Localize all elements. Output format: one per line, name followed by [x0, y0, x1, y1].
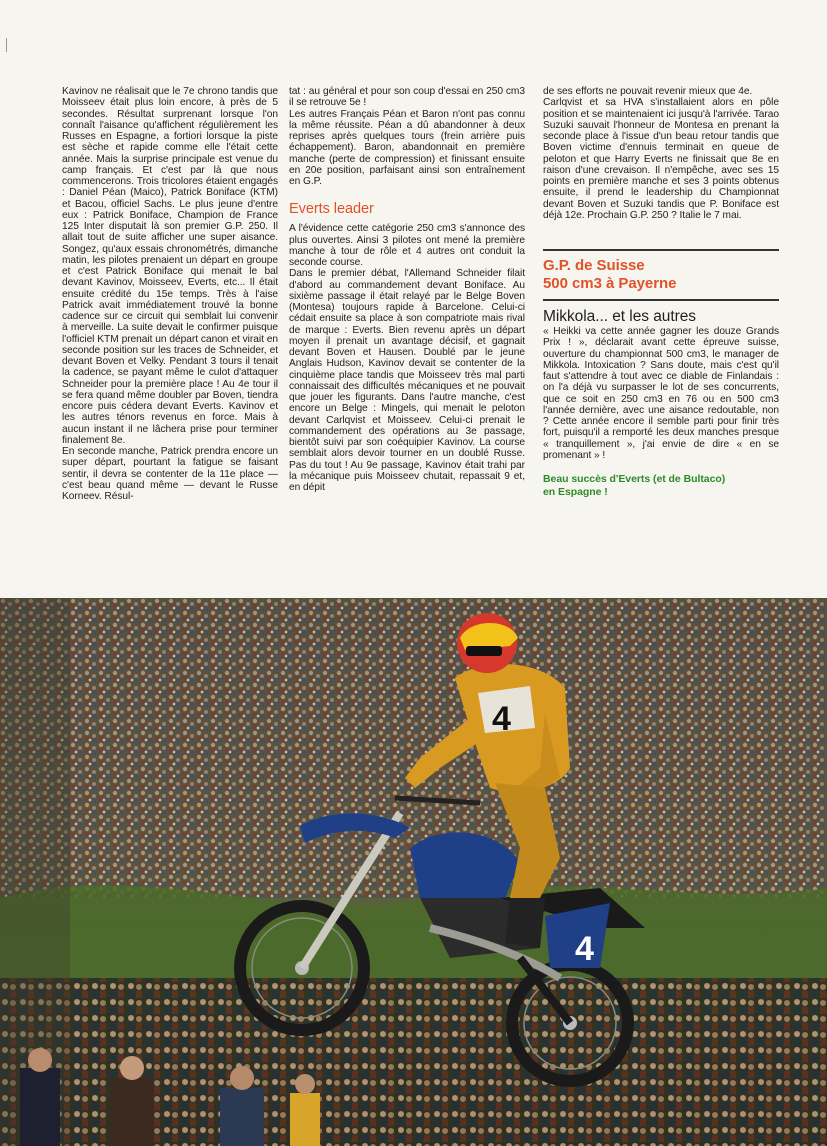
- gp-title-line-2: 500 cm3 à Payerne: [543, 275, 677, 292]
- rider-boot: [505, 898, 545, 948]
- col2-paragraph-3: A l'évidence cette catégorie 250 cm3 s'annonce des plus ouvertes. Ainsi 3 pilotes ont mené la première manche à tour de rôle et 4 autres ont conduit la seconde course.: [289, 223, 525, 268]
- article-column-2: [289, 86, 525, 493]
- article-column-3: [543, 86, 779, 498]
- everts-leader-subhead: Everts leader: [289, 201, 374, 218]
- spectator-1-head: [28, 1048, 52, 1072]
- spectator-2: [110, 1078, 154, 1146]
- spectator-2-head: [120, 1056, 144, 1080]
- photo-caption: [543, 473, 779, 498]
- margin-mark: [6, 38, 7, 52]
- spectator-4: [290, 1093, 320, 1146]
- motocross-photo: [0, 598, 827, 1146]
- goggles: [466, 646, 502, 656]
- col2-paragraph-1: tat : au général et pour son coup d'essai en 250 cm3 il se retrouve 5e !: [289, 86, 525, 109]
- col3-paragraph-2: Carlqvist et sa HVA s'installaient alors en pôle position et se maintenaient ici jusqu'à l'arrivée. Tarao Suzuki sauvait l'honneur de Montesa en prenant la seconde place à l'issue d'un beau retour tandis que Boven victime d'ennuis terminait en queue de peloton et que Harry Everts ne finissait que 8e en raison d'une crevaison. Il n'empêche, avec ses 15 points en première manche et ses 3 points obtenus ensuite, il prend le leadership du Championnat devant Boven et Suzuki tandis que P. Boniface est déjà 12e. Prochain G.P. 250 ? Italie le 7 mai.: [543, 97, 779, 221]
- spectator-1: [20, 1068, 60, 1146]
- spectator-3: [220, 1088, 264, 1146]
- col3-paragraph-1: de ses efforts ne pouvait revenir mieux que 4e.: [543, 86, 753, 97]
- col2-paragraph-2: Les autres Français Péan et Baron n'ont pas connu la même réussite. Péan a dû abandonner à deux reprises après quelques tours (frein arrière puis échappement). Baron, abandonnait en première manche (perte de compression) et finissant ensuite en 20e position, parfaisant ainsi son entraînement en G.P.: [289, 108, 525, 187]
- col3-paragraph-3: « Heikki va cette année gagner les douze Grands Prix ! », déclarait avant cette épreuve suisse, ouverture du championnat 500 cm3, le manager de Mikkola. Intoxication ? Sans doute, mais c'est qu'il faut s'attendre à tout avec ce diable de Finlandais : on l'a déjà vu surpasser le lot de ses concurrents, que ce soit en 250 cm3 en 76 ou en 500 cm3 l'année dernière, avec une aisance redoutable, non ? Cette année encore il semble parti pour finir très fort, puisqu'il a remporté les deux manches presque « tranquillement », j'ai envie de dire « en se promenant » !: [543, 326, 779, 461]
- mikkola-heading: Mikkola... et les autres: [543, 308, 696, 325]
- spectator-4-head: [295, 1074, 315, 1094]
- gp-suisse-title: [543, 257, 779, 293]
- section-divider-bottom: [543, 299, 779, 301]
- gp-title-line-1: G.P. de Suisse: [543, 257, 645, 274]
- caption-line-1: Beau succès d'Everts (et de Bultaco): [543, 473, 726, 485]
- side-number: 4: [575, 930, 594, 968]
- caption-line-2: en Espagne !: [543, 485, 608, 498]
- section-divider-top: [543, 249, 779, 251]
- col2-paragraph-4: Dans le premier débat, l'Allemand Schneider filait d'abord au commandement devant Boniface. Au sixième passage il était relayé par le Belge Boven (Montesa) toujours rapide à Barcelone. Celui-ci cédait ensuite sa place à son compatriote mais rival de marque : Everts. Bien revenu après un départ moyen il prenait un avantage décisif, et gagnait devant Boven et Hausen. Doublé par le jeune Anglais Hudson, Kavinov devait se contenter de la cinquième place tandis que Moisseev très mal parti connaissait des difficultés mécaniques et ne pouvait que jouer les figurants. Dans l'autre manche, c'est encore un Belge : Mingels, qui menait le peloton devant Carlqvist et Moisseev. Celui-ci prenait le commandement des opérations au 3e passage, bientôt suivi par son coéquipier Kavinov. La course semblait alors devoir tourner en un doublé Russe. Pas du tout ! Au 9e passage, Kavinov était trahi par la mécanique puis Moisseev chutait, repassait 9 et, en dépit: [289, 268, 525, 493]
- article-column-1: [62, 86, 278, 502]
- spectator-3-head: [230, 1066, 254, 1090]
- col1-paragraph-1: Kavinov ne réalisait que le 7e chrono tandis que Moisseev était plus loin encore, à près de 5 secondes. Résultat surprenant lorsque l'on connaît l'aisance qu'affichent régulièrement les Russes en Espagne, a fortiori lorsque la piste est sèche et rapide comme elle l'était cette année. Mais la surprise principale est venue du camp français. Et c'est par là que nous commencerons. Trois tricolores étaient engagés : Daniel Péan (Maico), Patrick Boniface (KTM) et Bacou, officiel Sachs. Le plus jeune d'entre eux : Patrick Boniface, Champion de France 125 Inter disputait là son premier G.P. 250. Il allait tout de suite afficher une super aisance. Songez, qu'aux essais chronométrés, dimanche matin, les pilotes prenaient un départ en groupe et c'est Patrick Boniface qui menait le bal devant Kavinov, Moisseev, Everts, etc... Il était ensuite crédité du 15e temps. Très à l'aise Patrick avait immédiatement trouvé la bonne cadence sur ce circuit qui semblait lui convenir à merveille. La suite devait le confirmer puisque l'officiel KTM prenait un départ canon et virait en seconde position sur les traces de Schneider, et devant Boven et Velky. Pendant 3 tours il tenait la cadence, se payant même le culot d'attaquer Schneider pour la première place ! Au 4e tour il se fera quand même doubler par Boven, tiendra encore puis cédera devant Everts. Kavinov et les autres ténors revenus en force. Mais à aucun instant il ne lâchera prise pour terminer finalement 8e.: [62, 86, 278, 446]
- col1-paragraph-2: En seconde manche, Patrick prendra encore un super départ, pourtant la fatigue se faisant sentir, il devra se contenter de la 11e place — c'est beau quand même — devant le Russe Korneev. Résul-: [62, 446, 278, 502]
- chest-number: 4: [492, 700, 511, 738]
